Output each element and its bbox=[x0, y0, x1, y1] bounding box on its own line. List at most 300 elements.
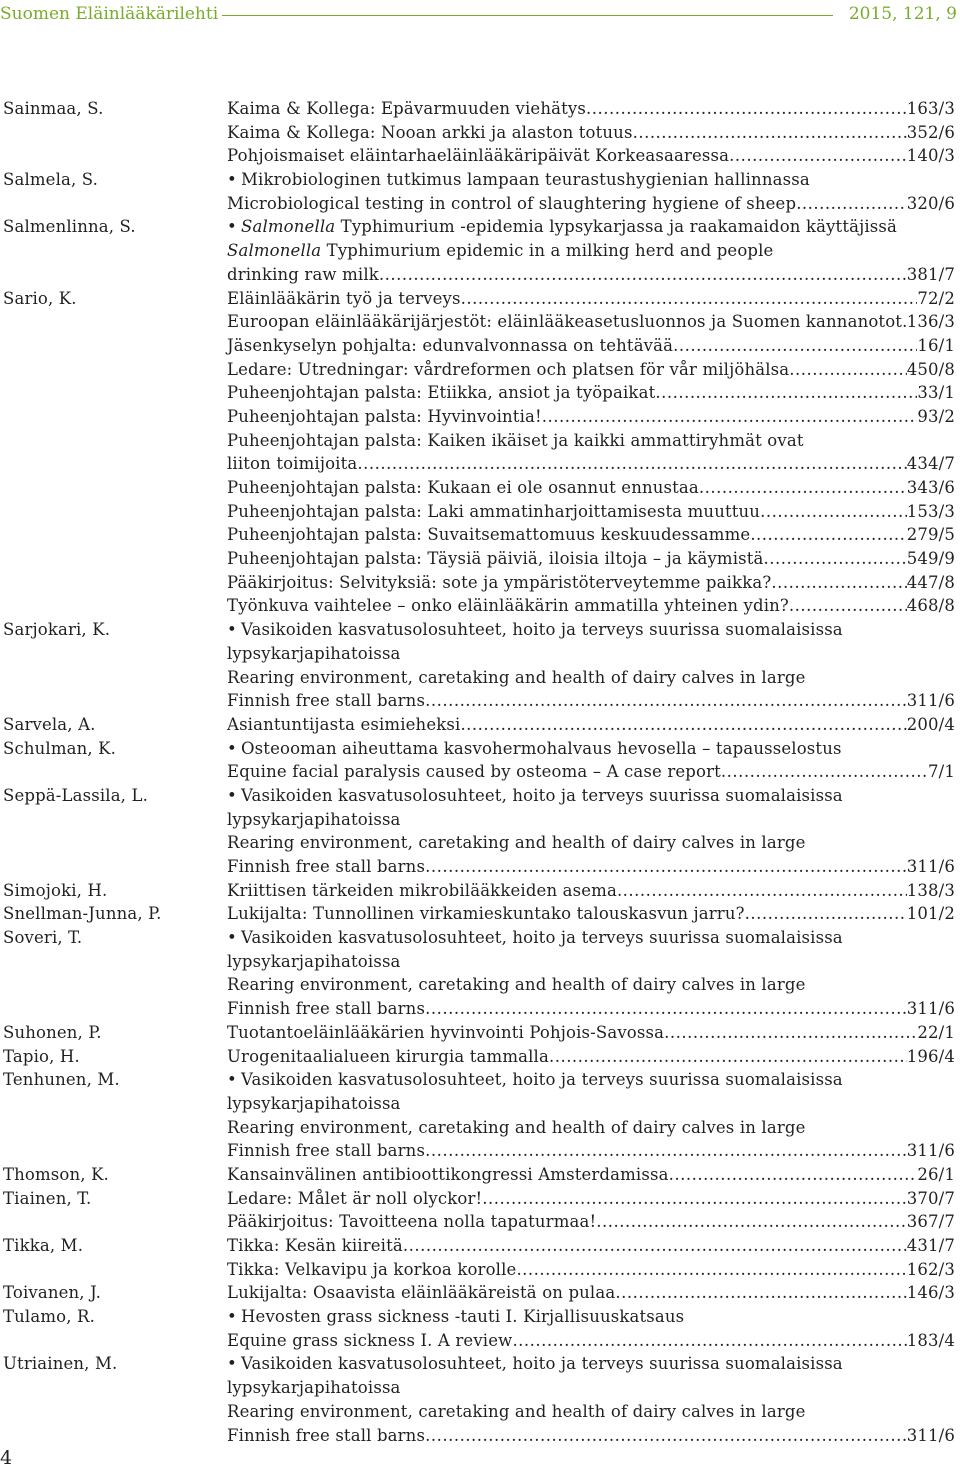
index-row bbox=[0, 500, 960, 524]
article-title bbox=[227, 1116, 806, 1140]
dot-leader bbox=[771, 571, 906, 595]
article-title-text: Puheenjohtajan palsta: Kukaan ei ole osannut ennustaa bbox=[227, 478, 699, 497]
article-entry bbox=[227, 168, 955, 192]
dot-leader bbox=[664, 1021, 917, 1045]
index-row bbox=[0, 1163, 960, 1187]
article-title-text: Lukijalta: Tunnollinen virkamieskuntako talouskasvun jarru? bbox=[227, 904, 745, 924]
article-title bbox=[227, 263, 379, 287]
index-row bbox=[0, 1021, 960, 1045]
page-reference: 16/1 bbox=[917, 335, 955, 355]
page-reference: 468/8 bbox=[906, 596, 955, 616]
article-title-text: Kansainvälinen antibioottikongressi Amsterdamissa bbox=[227, 1164, 669, 1184]
author-name: Thomson, K. bbox=[3, 1164, 109, 1184]
article-title-text: Osteooman aiheuttama kasvohermohalvaus hevosella – tapausselostus bbox=[241, 738, 842, 758]
article-entry bbox=[227, 760, 955, 784]
page-reference: 352/6 bbox=[906, 122, 955, 142]
article-entry bbox=[227, 287, 955, 311]
article-title-text: Pääkirjoitus: Tavoitteena nolla tapaturmaa! bbox=[227, 1212, 597, 1232]
page-reference: 153/3 bbox=[906, 501, 955, 521]
page-reference: 163/3 bbox=[906, 99, 955, 118]
index-row bbox=[0, 215, 960, 239]
article-title bbox=[227, 760, 721, 784]
article-entry bbox=[227, 1400, 955, 1424]
article-title bbox=[227, 926, 843, 950]
index-row bbox=[0, 808, 960, 832]
index-row bbox=[0, 618, 960, 642]
article-title bbox=[227, 737, 842, 761]
page-reference: 33/1 bbox=[917, 383, 955, 403]
article-title-text: Puheenjohtajan palsta: Suvaitsemattomuus keskuudessamme bbox=[227, 525, 751, 545]
article-title bbox=[227, 192, 796, 216]
bullet-marker: • bbox=[227, 1354, 237, 1374]
article-title-text: Pohjoismaiset eläintarhaeläinlääkäripäivät Korkeasaaressa bbox=[227, 146, 730, 166]
article-title-text: Vasikoiden kasvatusolosuhteet, hoito ja terveys suurissa suomalaisissa bbox=[241, 785, 843, 805]
article-title-text: Puheenjohtajan palsta: Kaiken ikäiset ja kaikki ammattiryhmät ovat bbox=[227, 430, 804, 450]
article-entry bbox=[227, 500, 955, 524]
index-row bbox=[0, 1305, 960, 1329]
index-row bbox=[0, 523, 960, 547]
author-name: Sario, K. bbox=[3, 288, 77, 308]
article-title bbox=[227, 1305, 684, 1329]
index-row bbox=[0, 1187, 960, 1211]
page-reference: 311/6 bbox=[906, 1141, 955, 1161]
dot-leader bbox=[796, 192, 907, 216]
index-row bbox=[0, 855, 960, 879]
article-entry bbox=[227, 452, 955, 476]
article-title-text: Puheenjohtajan palsta: Hyvinvointia! bbox=[227, 406, 542, 426]
dot-leader bbox=[721, 760, 928, 784]
page-reference: 196/4 bbox=[906, 1046, 955, 1066]
dot-leader bbox=[357, 452, 906, 476]
article-entry bbox=[227, 1139, 955, 1163]
author-name: Schulman, K. bbox=[3, 738, 117, 758]
article-title bbox=[227, 144, 729, 168]
page-reference: 311/6 bbox=[906, 691, 955, 711]
article-title bbox=[227, 594, 789, 618]
article-title-text: Rearing environment, caretaking and health of dairy calves in large bbox=[227, 833, 806, 853]
article-entry bbox=[227, 784, 955, 808]
author-name: Utriainen, M. bbox=[3, 1354, 118, 1374]
dot-leader bbox=[669, 1163, 918, 1187]
index-row bbox=[0, 1139, 960, 1163]
article-title bbox=[227, 713, 460, 737]
index-row bbox=[0, 879, 960, 903]
author-name: Simojoki, H. bbox=[3, 880, 108, 900]
article-title-text: Urogenitaalialueen kirurgia tammalla bbox=[227, 1046, 549, 1066]
index-row bbox=[0, 452, 960, 476]
article-entry bbox=[227, 239, 955, 263]
page-reference: 311/6 bbox=[906, 857, 955, 876]
page-reference: 101/2 bbox=[906, 904, 955, 924]
article-title bbox=[227, 1281, 615, 1305]
article-title bbox=[227, 784, 843, 808]
dot-leader bbox=[425, 689, 907, 713]
page-reference: 450/8 bbox=[906, 359, 955, 379]
page-reference: 7/1 bbox=[927, 762, 955, 782]
article-title-text: Mikrobiologinen tutkimus lampaan teurastushygienian hallinnassa bbox=[241, 170, 810, 190]
index-row bbox=[0, 1424, 960, 1448]
page-reference: 72/2 bbox=[917, 288, 955, 308]
article-entry bbox=[227, 1116, 955, 1140]
dot-leader bbox=[789, 594, 907, 618]
index-row bbox=[0, 997, 960, 1021]
article-title-text: Vasikoiden kasvatusolosuhteet, hoito ja terveys suurissa suomalaisissa bbox=[241, 620, 843, 640]
article-entry bbox=[227, 571, 955, 595]
index-row bbox=[0, 760, 960, 784]
index-row bbox=[0, 902, 960, 926]
article-title-text: Equine grass sickness I. A review bbox=[227, 1330, 513, 1350]
article-entry bbox=[227, 666, 955, 690]
article-title-text: Jäsenkyselyn pohjalta: edunvalvonnassa on tehtävää bbox=[227, 335, 674, 355]
italic-term: Salmonella bbox=[241, 217, 336, 237]
article-entry bbox=[227, 1281, 955, 1305]
article-title bbox=[227, 618, 843, 642]
bullet-marker: • bbox=[227, 1307, 237, 1327]
dot-leader bbox=[512, 1329, 906, 1353]
article-title bbox=[227, 500, 760, 524]
index-row bbox=[0, 358, 960, 382]
article-entry bbox=[227, 263, 955, 287]
author-name: Snellman-Junna, P. bbox=[3, 904, 162, 924]
page-reference: 447/8 bbox=[906, 572, 955, 592]
article-title-text: Puheenjohtajan palsta: Laki ammatinharjoittamisesta muuttuu bbox=[227, 501, 761, 521]
header-rule bbox=[222, 15, 833, 16]
author-name: Sarvela, A. bbox=[3, 714, 96, 734]
article-title bbox=[227, 1210, 596, 1234]
index-row bbox=[0, 1329, 960, 1353]
bullet-marker: • bbox=[227, 928, 237, 948]
article-entry bbox=[227, 1210, 955, 1234]
article-title-text: Typhimurium -epidemia lypsykarjassa ja raakamaidon käyttäjissä bbox=[335, 217, 898, 237]
article-entry bbox=[227, 1234, 955, 1258]
article-title bbox=[227, 334, 673, 358]
dot-leader bbox=[596, 1210, 906, 1234]
bullet-marker: • bbox=[227, 170, 237, 190]
article-title-text: Rearing environment, caretaking and health of dairy calves in large bbox=[227, 975, 806, 995]
index-row bbox=[0, 121, 960, 145]
author-name: Salmenlinna, S. bbox=[3, 217, 136, 237]
page-reference: 311/6 bbox=[906, 1425, 955, 1445]
dot-leader bbox=[617, 879, 907, 903]
author-name: Seppä-Lassila, L. bbox=[3, 785, 148, 805]
article-title bbox=[227, 997, 425, 1021]
article-title-text: Typhimurium epidemic in a milking herd and people bbox=[321, 241, 774, 261]
article-entry bbox=[227, 192, 955, 216]
article-title bbox=[227, 405, 542, 429]
article-title bbox=[227, 1045, 549, 1069]
article-title bbox=[227, 429, 804, 453]
article-title bbox=[227, 239, 773, 263]
index-row bbox=[0, 239, 960, 263]
article-title-text: drinking raw milk bbox=[227, 264, 379, 284]
page-reference: 26/1 bbox=[917, 1164, 955, 1184]
article-entry bbox=[227, 215, 955, 239]
dot-leader bbox=[673, 334, 917, 358]
article-title-text: Puheenjohtajan palsta: Etiikka, ansiot ja työpaikat bbox=[227, 383, 656, 403]
page-reference: 370/7 bbox=[906, 1188, 955, 1208]
article-title bbox=[227, 666, 806, 690]
article-title bbox=[227, 1139, 425, 1163]
article-title bbox=[227, 973, 806, 997]
dot-leader bbox=[615, 1281, 906, 1305]
article-entry bbox=[227, 926, 955, 950]
article-title-text: Finnish free stall barns bbox=[227, 1425, 426, 1445]
italic-term: Salmonella bbox=[227, 241, 322, 261]
article-title bbox=[227, 571, 771, 595]
dot-leader bbox=[586, 97, 907, 121]
article-title-text: lypsykarjapihatoissa bbox=[227, 809, 401, 829]
article-title bbox=[227, 476, 699, 500]
article-title bbox=[227, 950, 401, 974]
article-title bbox=[227, 452, 357, 476]
index-row bbox=[0, 547, 960, 571]
article-title bbox=[227, 358, 789, 382]
index-row bbox=[0, 1234, 960, 1258]
index-row bbox=[0, 926, 960, 950]
article-title-text: Vasikoiden kasvatusolosuhteet, hoito ja terveys suurissa suomalaisissa bbox=[241, 1354, 843, 1374]
article-title-text: Rearing environment, caretaking and health of dairy calves in large bbox=[227, 1117, 806, 1137]
article-title bbox=[227, 97, 586, 121]
article-entry bbox=[227, 1424, 955, 1448]
page-reference: 431/7 bbox=[906, 1236, 955, 1255]
article-title bbox=[227, 547, 764, 571]
article-title bbox=[227, 1092, 401, 1116]
index-row bbox=[0, 689, 960, 713]
page-reference: 93/2 bbox=[917, 406, 955, 426]
index-row bbox=[0, 973, 960, 997]
article-title-text: Pääkirjoitus: Selvityksiä: sote ja ympäristöterveytemme paikka? bbox=[227, 572, 772, 592]
article-title-text: Finnish free stall barns bbox=[227, 999, 426, 1019]
article-entry bbox=[227, 1163, 955, 1187]
index-row bbox=[0, 1116, 960, 1140]
article-entry bbox=[227, 97, 955, 121]
article-title-text: Kaima & Kollega: Epävarmuuden viehätys bbox=[227, 99, 586, 118]
index-row bbox=[0, 1068, 960, 1092]
article-entry bbox=[227, 1092, 955, 1116]
index-row bbox=[0, 144, 960, 168]
article-title-text: Finnish free stall barns bbox=[227, 691, 426, 711]
article-entry bbox=[227, 1305, 955, 1329]
article-entry bbox=[227, 523, 955, 547]
page-reference: 320/6 bbox=[906, 193, 955, 213]
article-entry bbox=[227, 1045, 955, 1069]
index-row bbox=[0, 1376, 960, 1400]
article-title-text: Kaima & Kollega: Nooan arkki ja alaston totuus bbox=[227, 122, 633, 142]
author-name: Sarjokari, K. bbox=[3, 620, 111, 640]
dot-leader bbox=[403, 1234, 907, 1258]
dot-leader bbox=[542, 405, 918, 429]
article-entry bbox=[227, 381, 955, 405]
index-row bbox=[0, 97, 960, 121]
article-title-text: Tikka: Velkavipu ja korkoa korolle bbox=[227, 1259, 517, 1279]
article-title-text: Eläinlääkärin työ ja terveys bbox=[227, 288, 461, 308]
page-reference: 146/3 bbox=[906, 1283, 955, 1303]
dot-leader bbox=[516, 1258, 906, 1282]
article-entry bbox=[227, 689, 955, 713]
article-title bbox=[227, 831, 806, 855]
index-row bbox=[0, 594, 960, 618]
article-title-text: Asiantuntijasta esimieheksi bbox=[227, 714, 461, 734]
article-entry bbox=[227, 310, 955, 334]
article-title-text: Puheenjohtajan palsta: Täysiä päiviä, iloisia iltoja – ja käymistä bbox=[227, 549, 764, 569]
article-entry bbox=[227, 121, 955, 145]
index-row bbox=[0, 1210, 960, 1234]
article-title-text: Kriittisen tärkeiden mikrobilääkkeiden asema bbox=[227, 880, 617, 900]
article-title bbox=[227, 689, 425, 713]
article-title-text: Tikka: Kesän kiireitä bbox=[227, 1236, 403, 1255]
article-entry bbox=[227, 358, 955, 382]
author-name: Sainmaa, S. bbox=[3, 99, 104, 118]
article-title bbox=[227, 1068, 843, 1092]
author-name: Salmela, S. bbox=[3, 170, 99, 190]
article-entry bbox=[227, 334, 955, 358]
article-entry bbox=[227, 594, 955, 618]
article-entry bbox=[227, 973, 955, 997]
index-row bbox=[0, 310, 960, 334]
article-title bbox=[227, 1424, 425, 1448]
dot-leader bbox=[699, 476, 907, 500]
article-title bbox=[227, 642, 401, 666]
article-entry bbox=[227, 1187, 955, 1211]
bullet-marker: • bbox=[227, 217, 237, 237]
index-row bbox=[0, 287, 960, 311]
index-row bbox=[0, 168, 960, 192]
bullet-marker: • bbox=[227, 738, 237, 758]
article-title bbox=[227, 1329, 512, 1353]
article-title-text: Ledare: Utredningar: vårdreformen och platsen för vår miljöhälsa bbox=[227, 359, 790, 379]
article-title-text: Lukijalta: Osaavista eläinlääkäreistä on pulaa bbox=[227, 1283, 616, 1303]
index-row bbox=[0, 1281, 960, 1305]
author-name: Toivanen, J. bbox=[3, 1283, 101, 1303]
dot-leader bbox=[461, 287, 918, 311]
index-row bbox=[0, 263, 960, 287]
dot-leader bbox=[745, 902, 907, 926]
index-row bbox=[0, 192, 960, 216]
index-row bbox=[0, 1258, 960, 1282]
dot-leader bbox=[549, 1045, 907, 1069]
article-title bbox=[227, 1352, 843, 1376]
article-entry bbox=[227, 476, 955, 500]
author-name: Tulamo, R. bbox=[3, 1307, 95, 1327]
index-row bbox=[0, 571, 960, 595]
article-title bbox=[227, 808, 401, 832]
article-title bbox=[227, 168, 810, 192]
article-title-text: lypsykarjapihatoissa bbox=[227, 951, 401, 971]
article-title bbox=[227, 879, 617, 903]
index-row bbox=[0, 405, 960, 429]
author-name: Soveri, T. bbox=[3, 928, 83, 948]
article-title-text: Hevosten grass sickness -tauti I. Kirjallisuuskatsaus bbox=[241, 1307, 685, 1327]
article-title-text: Finnish free stall barns bbox=[227, 857, 426, 876]
article-title-text: liiton toimijoita bbox=[227, 454, 358, 474]
dot-leader bbox=[750, 523, 906, 547]
article-title bbox=[227, 1376, 401, 1400]
article-title-text: lypsykarjapihatoissa bbox=[227, 643, 401, 663]
article-entry bbox=[227, 879, 955, 903]
dot-leader bbox=[760, 500, 907, 524]
page-reference: 22/1 bbox=[917, 1022, 955, 1042]
article-title bbox=[227, 215, 897, 239]
article-title-text: Rearing environment, caretaking and health of dairy calves in large bbox=[227, 1401, 806, 1421]
page-reference: 381/7 bbox=[906, 264, 955, 284]
page-reference: 140/3 bbox=[906, 146, 955, 166]
index-row bbox=[0, 334, 960, 358]
page-reference: 311/6 bbox=[906, 999, 955, 1019]
dot-leader bbox=[655, 381, 917, 405]
index-row bbox=[0, 381, 960, 405]
index-row bbox=[0, 1400, 960, 1424]
article-entry bbox=[227, 831, 955, 855]
article-title-text: Rearing environment, caretaking and health of dairy calves in large bbox=[227, 667, 806, 687]
bullet-marker: • bbox=[227, 620, 237, 640]
page-number: 4 bbox=[0, 1447, 13, 1469]
author-name: Tikka, M. bbox=[3, 1236, 84, 1255]
page-reference: 343/6 bbox=[906, 478, 955, 497]
author-name: Suhonen, P. bbox=[3, 1022, 102, 1042]
article-entry bbox=[227, 1258, 955, 1282]
article-title-text: lypsykarjapihatoissa bbox=[227, 1378, 401, 1398]
page-reference: 138/3 bbox=[906, 880, 955, 900]
article-title bbox=[227, 902, 745, 926]
article-title bbox=[227, 310, 902, 334]
article-entry bbox=[227, 547, 955, 571]
author-name: Tenhunen, M. bbox=[3, 1070, 120, 1090]
article-entry bbox=[227, 1021, 955, 1045]
article-title-text: Vasikoiden kasvatusolosuhteet, hoito ja terveys suurissa suomalaisissa bbox=[241, 1070, 843, 1090]
article-title-text: Tuotantoeläinlääkärien hyvinvointi Pohjois-Savossa bbox=[227, 1022, 665, 1042]
index-row bbox=[0, 950, 960, 974]
article-title bbox=[227, 287, 461, 311]
article-entry bbox=[227, 855, 955, 879]
article-title-text: Equine facial paralysis caused by osteoma – A case report bbox=[227, 762, 721, 782]
index-row bbox=[0, 666, 960, 690]
index-row bbox=[0, 784, 960, 808]
article-title bbox=[227, 121, 633, 145]
author-name: Tapio, H. bbox=[3, 1046, 80, 1066]
index-row bbox=[0, 1352, 960, 1376]
article-title-text: Microbiological testing in control of slaughtering hygiene of sheep bbox=[227, 193, 797, 213]
article-entry bbox=[227, 808, 955, 832]
article-title bbox=[227, 1021, 664, 1045]
dot-leader bbox=[425, 1424, 907, 1448]
article-entry bbox=[227, 1352, 955, 1376]
bullet-marker: • bbox=[227, 1070, 237, 1090]
article-entry bbox=[227, 144, 955, 168]
dot-leader bbox=[425, 1139, 907, 1163]
dot-leader bbox=[425, 997, 907, 1021]
index-row bbox=[0, 831, 960, 855]
article-entry bbox=[227, 950, 955, 974]
index-row bbox=[0, 642, 960, 666]
running-header bbox=[0, 2, 960, 28]
article-title bbox=[227, 381, 655, 405]
index-row bbox=[0, 1045, 960, 1069]
article-entry bbox=[227, 642, 955, 666]
article-entry bbox=[227, 1068, 955, 1092]
dot-leader bbox=[425, 855, 907, 879]
index-row bbox=[0, 1092, 960, 1116]
article-title bbox=[227, 1234, 403, 1258]
page-reference: 162/3 bbox=[906, 1259, 955, 1279]
article-title bbox=[227, 1187, 482, 1211]
dot-leader bbox=[460, 713, 906, 737]
page-reference: 434/7 bbox=[906, 454, 955, 474]
index-row bbox=[0, 713, 960, 737]
article-title bbox=[227, 1163, 669, 1187]
article-entry bbox=[227, 405, 955, 429]
article-title-text: Ledare: Målet är noll olyckor! bbox=[227, 1188, 483, 1208]
article-entry bbox=[227, 1376, 955, 1400]
